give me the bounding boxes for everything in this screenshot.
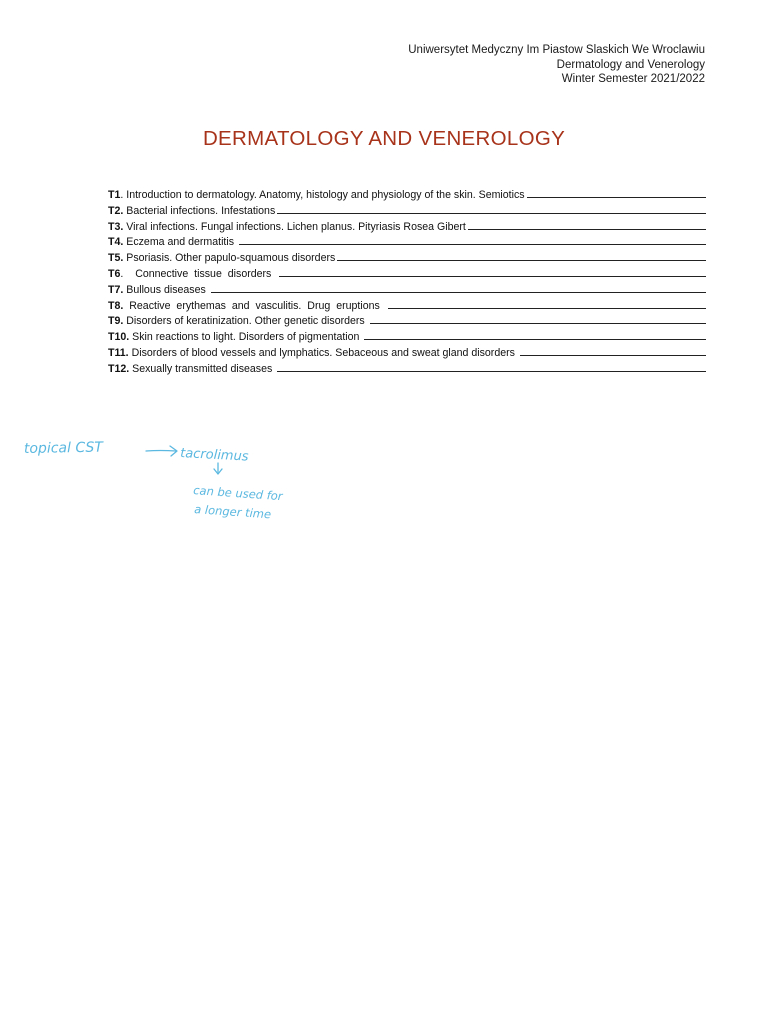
topic-number: T10. bbox=[108, 331, 130, 344]
fill-line bbox=[239, 234, 706, 245]
topic-row bbox=[108, 345, 706, 361]
semester: Winter Semester 2021/2022 bbox=[561, 73, 705, 86]
topic-number: T7. bbox=[108, 283, 124, 296]
topic-number: T4. bbox=[108, 236, 124, 249]
fill-line bbox=[337, 250, 706, 261]
topic-row bbox=[108, 219, 706, 235]
topic-separator: . bbox=[120, 267, 124, 280]
topic-row bbox=[108, 313, 706, 329]
note-left-text: topical CST bbox=[23, 439, 103, 457]
topic-row bbox=[108, 361, 706, 377]
note-below-line2: a longer time bbox=[193, 502, 272, 522]
topic-title: Psoriasis. Other papulo-squamous disorders bbox=[126, 252, 336, 265]
topic-title: Connective tissue disorders bbox=[135, 267, 278, 280]
university-name: Uniwersytet Medyczny Im Piastow Slaskich We Wroclawiu bbox=[408, 44, 705, 56]
topic-title: Sexually transmitted diseases bbox=[132, 362, 276, 375]
topic-separator: . bbox=[120, 189, 124, 201]
note-right-text: tacrolimus bbox=[179, 446, 249, 465]
fill-line bbox=[364, 329, 706, 340]
topic-number: T2. bbox=[108, 204, 124, 217]
page-title: DERMATOLOGY AND VENEROLOGY bbox=[202, 127, 566, 150]
fill-line bbox=[211, 282, 706, 293]
fill-line bbox=[277, 361, 706, 372]
fill-line bbox=[527, 187, 706, 198]
topic-row bbox=[108, 234, 706, 250]
topic-title: Disorders of blood vessels and lymphatics. Sebaceous and sweat gland disorders bbox=[131, 346, 518, 359]
fill-line bbox=[279, 266, 706, 277]
topic-number: T5. bbox=[108, 252, 124, 265]
topic-number: T12. bbox=[108, 362, 130, 375]
topic-row bbox=[108, 187, 706, 203]
topic-number: T6 bbox=[108, 267, 121, 280]
topic-row bbox=[108, 250, 706, 266]
topic-list bbox=[108, 187, 706, 377]
topic-row bbox=[108, 266, 706, 282]
fill-line bbox=[370, 313, 706, 324]
topic-number: T1 bbox=[108, 189, 121, 201]
course-name: Dermatology and Venerology bbox=[556, 58, 705, 71]
topic-title: Disorders of keratinization. Other genetic disorders bbox=[126, 315, 368, 328]
topic-title: Bacterial infections. Infestations bbox=[126, 204, 276, 217]
topic-title: Reactive erythemas and vasculitis. Drug eruptions bbox=[129, 299, 386, 312]
topic-number: T9. bbox=[108, 315, 124, 328]
note-below-line1: can be used for bbox=[192, 483, 284, 504]
topic-title: Skin reactions to light. Disorders of pigmentation bbox=[132, 331, 363, 344]
arrow-right-icon bbox=[170, 446, 177, 456]
topic-number: T11. bbox=[108, 346, 129, 359]
topic-number: T8. bbox=[108, 299, 124, 312]
topic-title: Bullous diseases bbox=[126, 283, 209, 296]
fill-line bbox=[520, 345, 706, 356]
fill-line bbox=[277, 203, 706, 214]
topic-title: Viral infections. Fungal infections. Lichen planus. Pityriasis Rosea Gibert bbox=[126, 220, 466, 233]
topic-row bbox=[108, 298, 706, 314]
fill-line bbox=[388, 298, 706, 309]
topic-row bbox=[108, 329, 706, 345]
arrow-right-icon bbox=[146, 451, 176, 452]
topic-title: Eczema and dermatitis bbox=[126, 236, 237, 249]
topic-title: Introduction to dermatology. Anatomy, histology and physiology of the skin. Semiotics bbox=[126, 189, 525, 201]
topic-row bbox=[108, 282, 706, 298]
document-header bbox=[408, 43, 705, 87]
fill-line bbox=[468, 219, 706, 230]
topic-number: T3. bbox=[108, 220, 124, 233]
topic-row bbox=[108, 203, 706, 219]
arrow-down-icon bbox=[214, 469, 222, 474]
